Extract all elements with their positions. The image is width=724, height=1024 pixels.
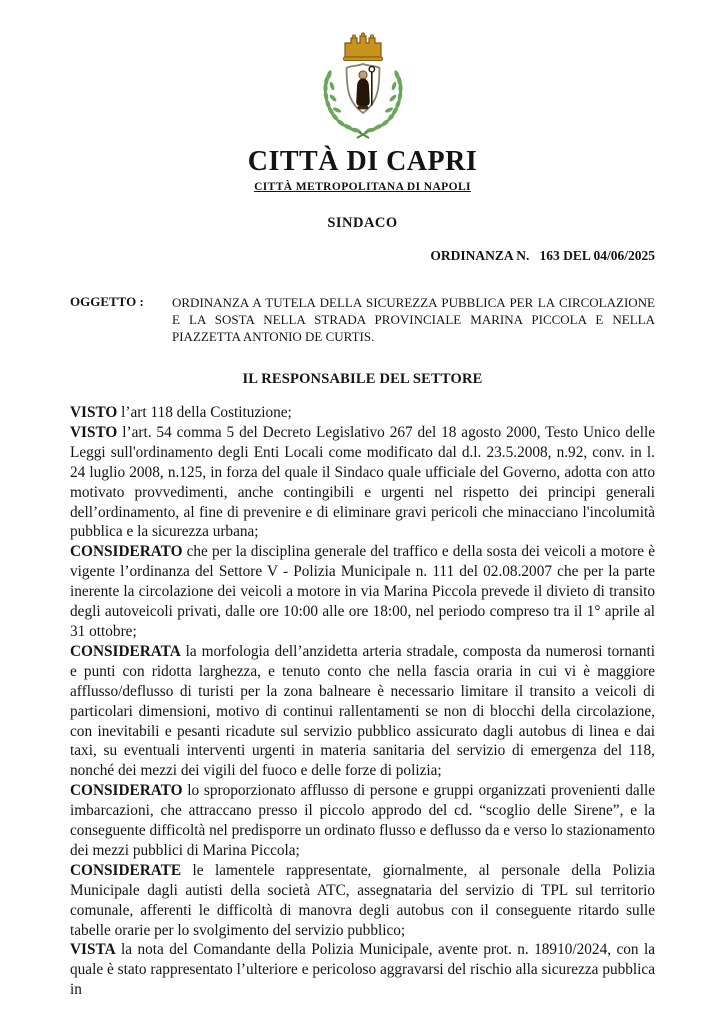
subject-block (70, 294, 655, 345)
paragraph-lead: CONSIDERATO (70, 543, 183, 561)
subject-label: OGGETTO : (70, 294, 144, 309)
document-header (70, 26, 655, 264)
paragraph-lead: CONSIDERATA (70, 642, 181, 660)
metropolitan-subtitle: CITTÀ METROPOLITANA DI NAPOLI (254, 181, 471, 193)
paragraph-considerato-traffico (70, 542, 655, 642)
paragraph-text: l’art. 54 comma 5 del Decreto Legislativo 267 del 18 agosto 2000, Testo Unico delle Leggi sull'ordinamento degli Enti Locali come modificato dal d.l. 23.5.2008, n.92, conv. in l. 24 luglio 2008, n.125, in forza del quale il Sindaco quale ufficiale del Governo, adotta con atto motivato provvedimenti, anche contingibili e urgenti nel rispetto dei principi generali dell’ordinamento, al fine di prevenire e di eliminare gravi pericoli che minacciano l'incolumità pubblica e la sicurezza urbana; (70, 423, 655, 541)
paragraph-considerate-lamentele (70, 861, 655, 941)
paragraph-text: la morfologia dell’anzidetta arteria stradale, composta da numerosi tornanti e punti con ridotta larghezza, e tenuto conto che nella fascia oraria in cui vi è maggiore afflusso/deflusso di turisti per la zona balneare è necessario limitare il transito a veicoli di particolari dimensioni, motivo di continui rallentamenti se non di blocchi della circolazione, con inevitabili e pesanti ricadute sul servizio pubblico assicurato dagli autobus di linea e dai taxi, su eventuali interventi urgenti in materia sanitaria del servizio di emergenza del 118, nonché dei mezzi dei vigili del fuoco e delle forze di polizia; (70, 642, 655, 780)
office-title: SINDACO (327, 215, 398, 231)
paragraph-text: lo sproporzionato afflusso di persone e gruppi organizzati provenienti dalle imbarcazioni, che attraccano presso il piccolo approdo del cd. “scoglio delle Sirene”, e la conseguente difficoltà nel predisporre un ordinato flusso e deflusso da e verso lo stazionamento dei mezzi pubblici di Marina Piccola; (70, 782, 655, 859)
paragraph-lead: VISTO (70, 423, 118, 441)
paragraph-vista-nota (70, 940, 655, 1000)
capri-coat-of-arms-icon (70, 26, 655, 140)
ordinance-reference: ORDINANZA N. 163 DEL 04/06/2025 (430, 248, 655, 263)
paragraph-visto-costituzione (70, 403, 655, 423)
paragraph-lead: VISTA (70, 941, 116, 959)
paragraph-lead: CONSIDERATE (70, 861, 182, 879)
paragraph-visto-tuel (70, 423, 655, 542)
paragraph-lead: VISTO (70, 404, 118, 421)
crown-icon (343, 33, 382, 61)
subject-text: ORDINANZA A TUTELA DELLA SICUREZZA PUBBLICA PER LA CIRCOLAZIONE E LA SOSTA NELLA STRADA PROVINCIALE MARINA PICCOLA E NELLA PIAZZETTA ANTONIO DE CURTIS. (172, 295, 655, 344)
paragraph-text: che per la disciplina generale del traffico e della sosta dei veicoli a motore è vigente l’ordinanza del Settore V - Polizia Municipale n. 111 del 02.08.2007 che per la parte inerente la circolazione dei veicoli a motore in via Marina Piccola prevede il divieto di transito degli autoveicoli privati, dalle ore 10:00 alle ore 18:00, nel periodo compreso tra il 1° aprile al 31 ottobre; (70, 543, 655, 640)
section-heading: IL RESPONSABILE DEL SETTORE (242, 371, 483, 387)
paragraph-text: la nota del Comandante della Polizia Municipale, avente prot. n. 18910/2024, con la quale è stato rappresentato l’ulteriore e pericoloso aggravarsi del rischio alla sicurezza pubblica in (70, 941, 655, 999)
paragraph-considerato-afflusso (70, 781, 655, 861)
paragraph-lead: CONSIDERATO (70, 782, 183, 800)
city-title: CITTÀ DI CAPRI (247, 146, 478, 177)
paragraph-text: l’art 118 della Costituzione; (117, 404, 292, 421)
ordinance-body (70, 403, 655, 1000)
paragraph-text: le lamentele rappresentate, giornalmente, al personale della Polizia Municipale dagli autisti della società ATC, assegnataria del servizio di TPL sul territorio comunale, afferenti le difficoltà di manovra degli autobus con il conseguente ritardo sulle tabelle orarie per lo svolgimento del servizio pubblico; (70, 861, 655, 939)
paragraph-considerata-morfologia (70, 642, 655, 781)
